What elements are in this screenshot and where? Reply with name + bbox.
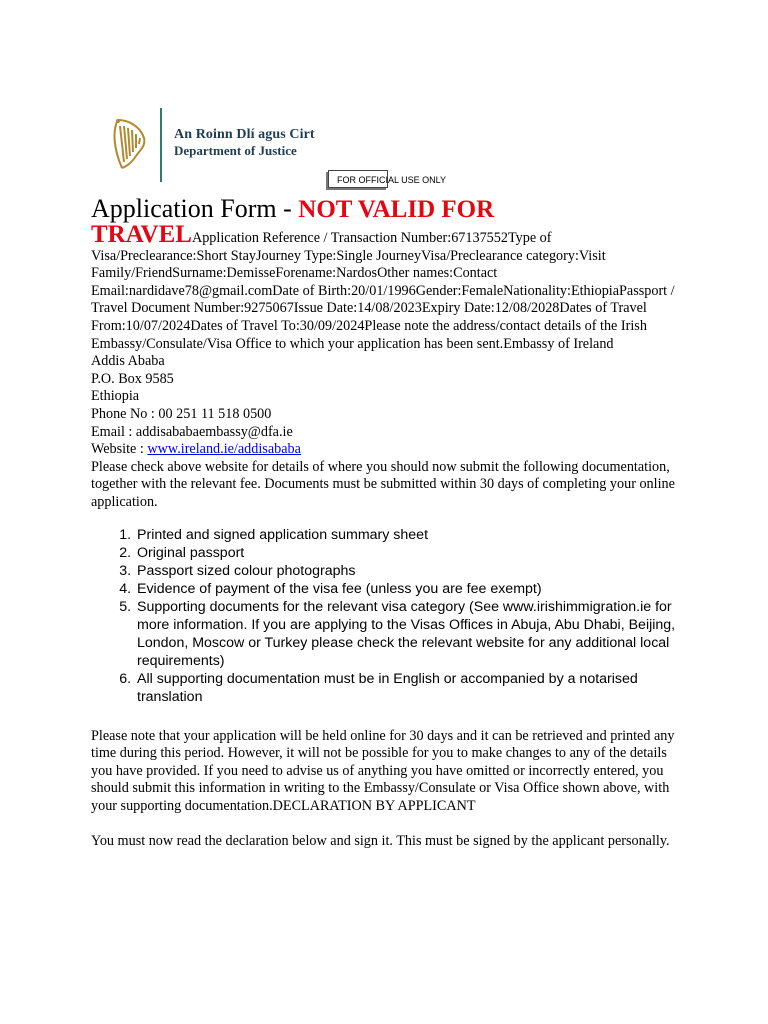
embassy-email: Email : addisababaembassy@dfa.ie — [91, 423, 293, 440]
embassy-phone: Phone No : 00 251 11 518 0500 — [91, 405, 272, 422]
list-item: 6. All supporting documentation must be in English or accompanied by a notarised translation — [135, 670, 691, 706]
website-label: Website : — [91, 441, 148, 458]
dept-name-irish: An Roinn Dlí agus Cirt — [174, 127, 315, 142]
list-item: 3. Passport sized colour photographs — [135, 562, 691, 580]
address-pobox: P.O. Box 9585 — [91, 370, 174, 387]
embassy-website-link[interactable]: www.ireland.ie/addisababa — [147, 441, 301, 458]
list-item: 5. Supporting documents for the relevant visa category (See www.irishimmigration.ie for more information. If you are applying to the Visas Offices in Abuja, Abu Dhabi, Beijing, London, Moscow or Turkey please check the relevant website for any additional local requirements) — [135, 598, 691, 670]
address-city: Addis Ababa — [91, 353, 165, 370]
declaration-instruction: You must now read the declaration below and sign it. This must be signed by the applicant personally. — [91, 833, 670, 850]
application-details — [91, 221, 691, 512]
dept-name-english: Department of Justice — [174, 143, 297, 158]
list-item: 4. Evidence of payment of the visa fee (unless you are fee exempt) — [135, 580, 691, 598]
details-text: Application Reference / Transaction Number:67137552Type of Visa/Preclearance:Short StayJourney Type:Single JourneyVisa/Preclearance category:Visit Family/FriendSurname:DemisseForename:NardosOther names:Contact Email:nardidave78@gmail.comDate of Birth:20/01/1996Gender:FemaleNationality:EthiopiaPassport / Travel Document Number:9275067Issue Date:14/08/2023Expiry Date:12/08/2028Dates of Travel From:10/07/2024Dates of Travel To:30/09/2024Please note the address/contact details of the Irish Embassy/Consulate/Visa Office to which your application has been sent.Embassy of Ireland — [91, 230, 675, 352]
form-content — [91, 193, 691, 851]
not-valid-warning-cont: TRAVEL — [91, 221, 192, 248]
department-name — [174, 127, 315, 159]
requirements-list — [91, 526, 691, 706]
retention-note: Please note that your application will be held online for 30 days and it can be retrieved and printed any time during this period. However, it will not be possible for you to make changes to any of the details you have provided. If you need to advise us of anything you have omitted or incorrectly entered, you should submit this information in writing to the Embassy/Consulate or Visa Office shown above, with your supporting documentation.DECLARATION BY APPLICANT — [91, 727, 675, 814]
official-use-box: FOR OFFICIAL USE ONLY — [328, 170, 388, 188]
not-valid-warning: NOT VALID FOR — [298, 196, 495, 223]
list-item: 2. Original passport — [135, 544, 691, 562]
harp-logo-icon — [110, 116, 150, 172]
submission-instructions: Please check above website for details of where you should now submit the following documentation, together with the relevant fee. Documents must be submitted within 30 days of completing your online application. — [91, 458, 675, 510]
header-divider — [160, 108, 162, 182]
title-prefix: Application Form - — [91, 194, 299, 223]
list-item: 1. Printed and signed application summary sheet — [135, 526, 691, 544]
address-country: Ethiopia — [91, 388, 140, 405]
